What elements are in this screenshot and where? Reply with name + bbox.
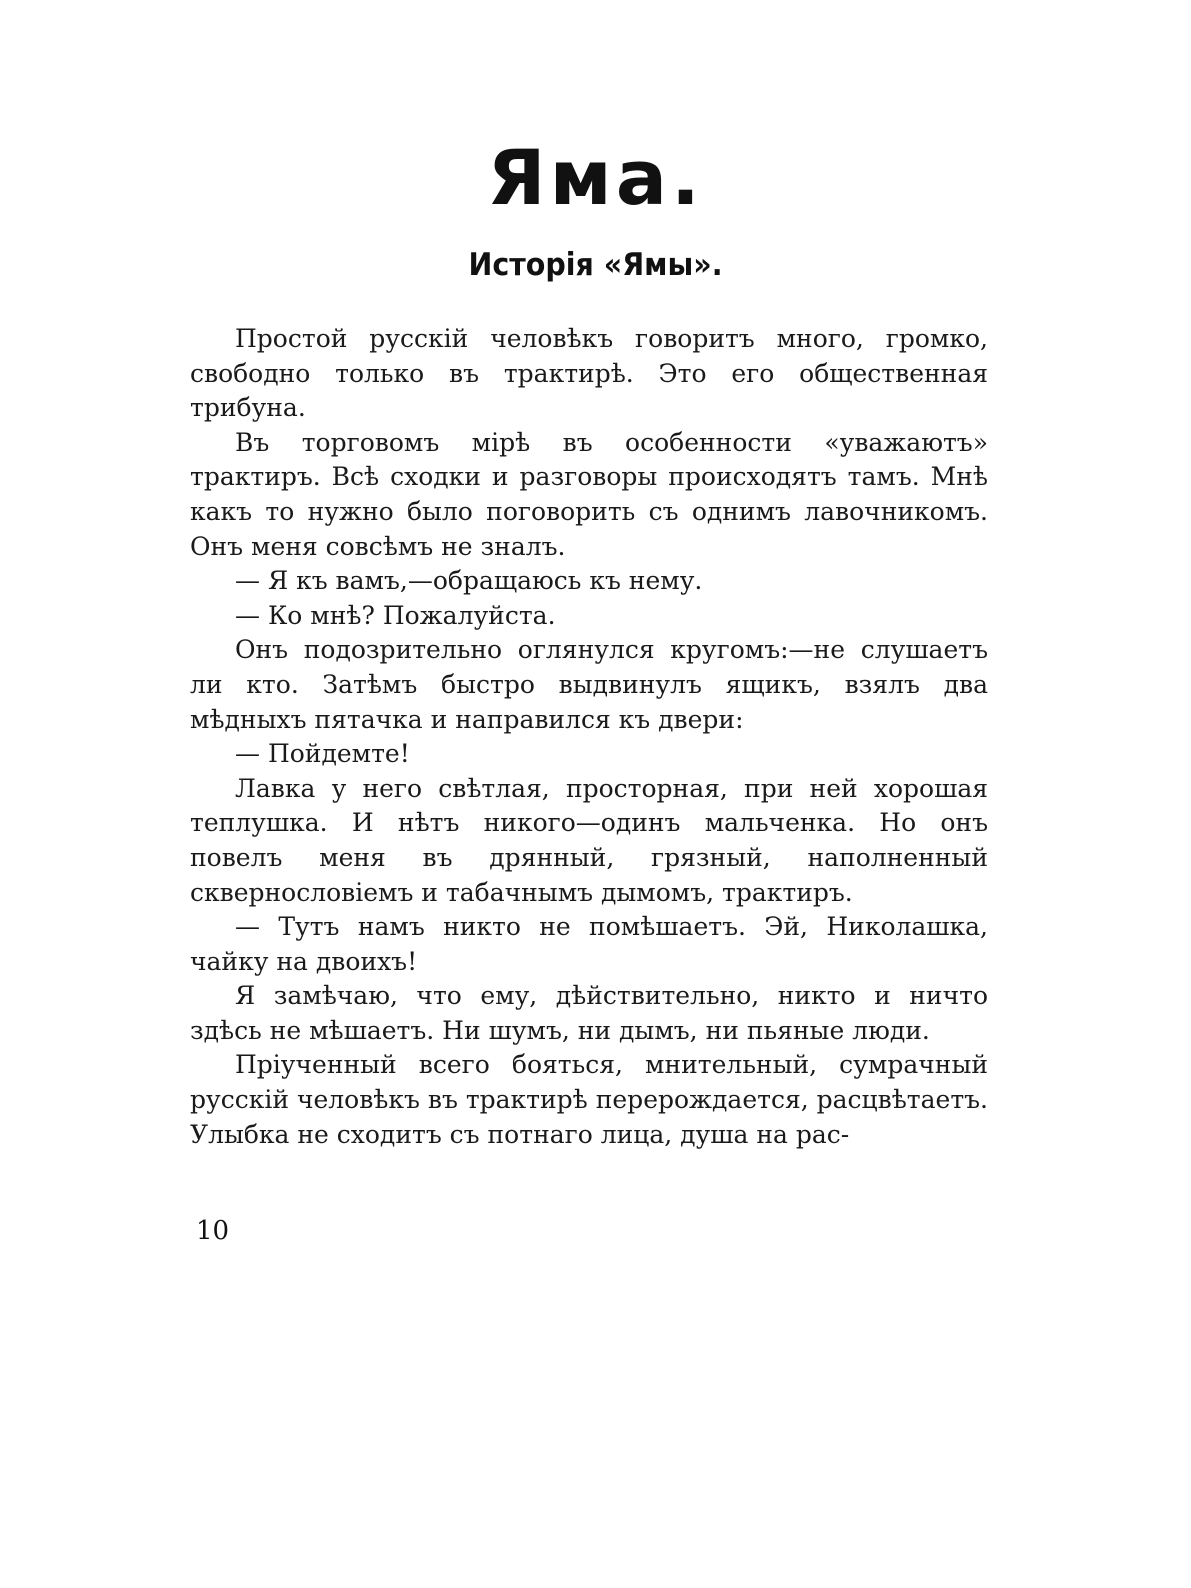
paragraph: Онъ подозрительно оглянулся кругомъ:—не слушаетъ ли кто. Затѣмъ быстро выдвинулъ ящикъ, взялъ два мѣдныхъ пятачка и направился къ двери:	[190, 635, 988, 734]
paragraph: Простой русскій человѣкъ говоритъ много, громко, свободно только въ трактирѣ. Это его общественная трибуна.	[190, 324, 988, 423]
paragraph: Въ торговомъ мірѣ въ особенности «уважаютъ» трактиръ. Всѣ сходки и разговоры происходятъ тамъ. Мнѣ какъ то нужно было поговорить съ однимъ лавочникомъ. Онъ меня совсѣмъ не зналъ.	[190, 427, 988, 561]
chapter-title: Яма.	[487, 133, 704, 222]
paragraph: Лавка у него свѣтлая, просторная, при ней хорошая теплушка. И нѣтъ никого—одинъ мальченка. Но онъ повелъ меня въ дрянный, грязный, наполненный сквернословіемъ и табачнымъ дымомъ, трактиръ.	[190, 773, 988, 907]
paragraph: Я замѣчаю, что ему, дѣйствительно, никто и ничто здѣсь не мѣшаетъ. Ни шумъ, ни дымъ, ни пьяные люди.	[190, 981, 988, 1045]
paragraph: — Тутъ намъ никто не помѣшаетъ. Эй, Николашка, чайку на двоихъ!	[190, 912, 988, 976]
page-number: 10	[196, 1216, 230, 1246]
paragraph: — Пойдемте!	[235, 739, 410, 769]
paragraph: — Я къ вамъ,—обращаюсь къ нему.	[235, 566, 703, 596]
section-subtitle: Исторія «Ямы».	[468, 247, 723, 283]
body-text	[190, 322, 988, 1152]
paragraph: — Ко мнѣ? Пожалуйста.	[235, 600, 556, 630]
paragraph: Пріученный всего бояться, мнительный, сумрачный русскій человѣкъ въ трактирѣ перерождается, расцвѣтаетъ. Улыбка не сходитъ съ потнаго лица, душа на рас-	[190, 1050, 988, 1149]
